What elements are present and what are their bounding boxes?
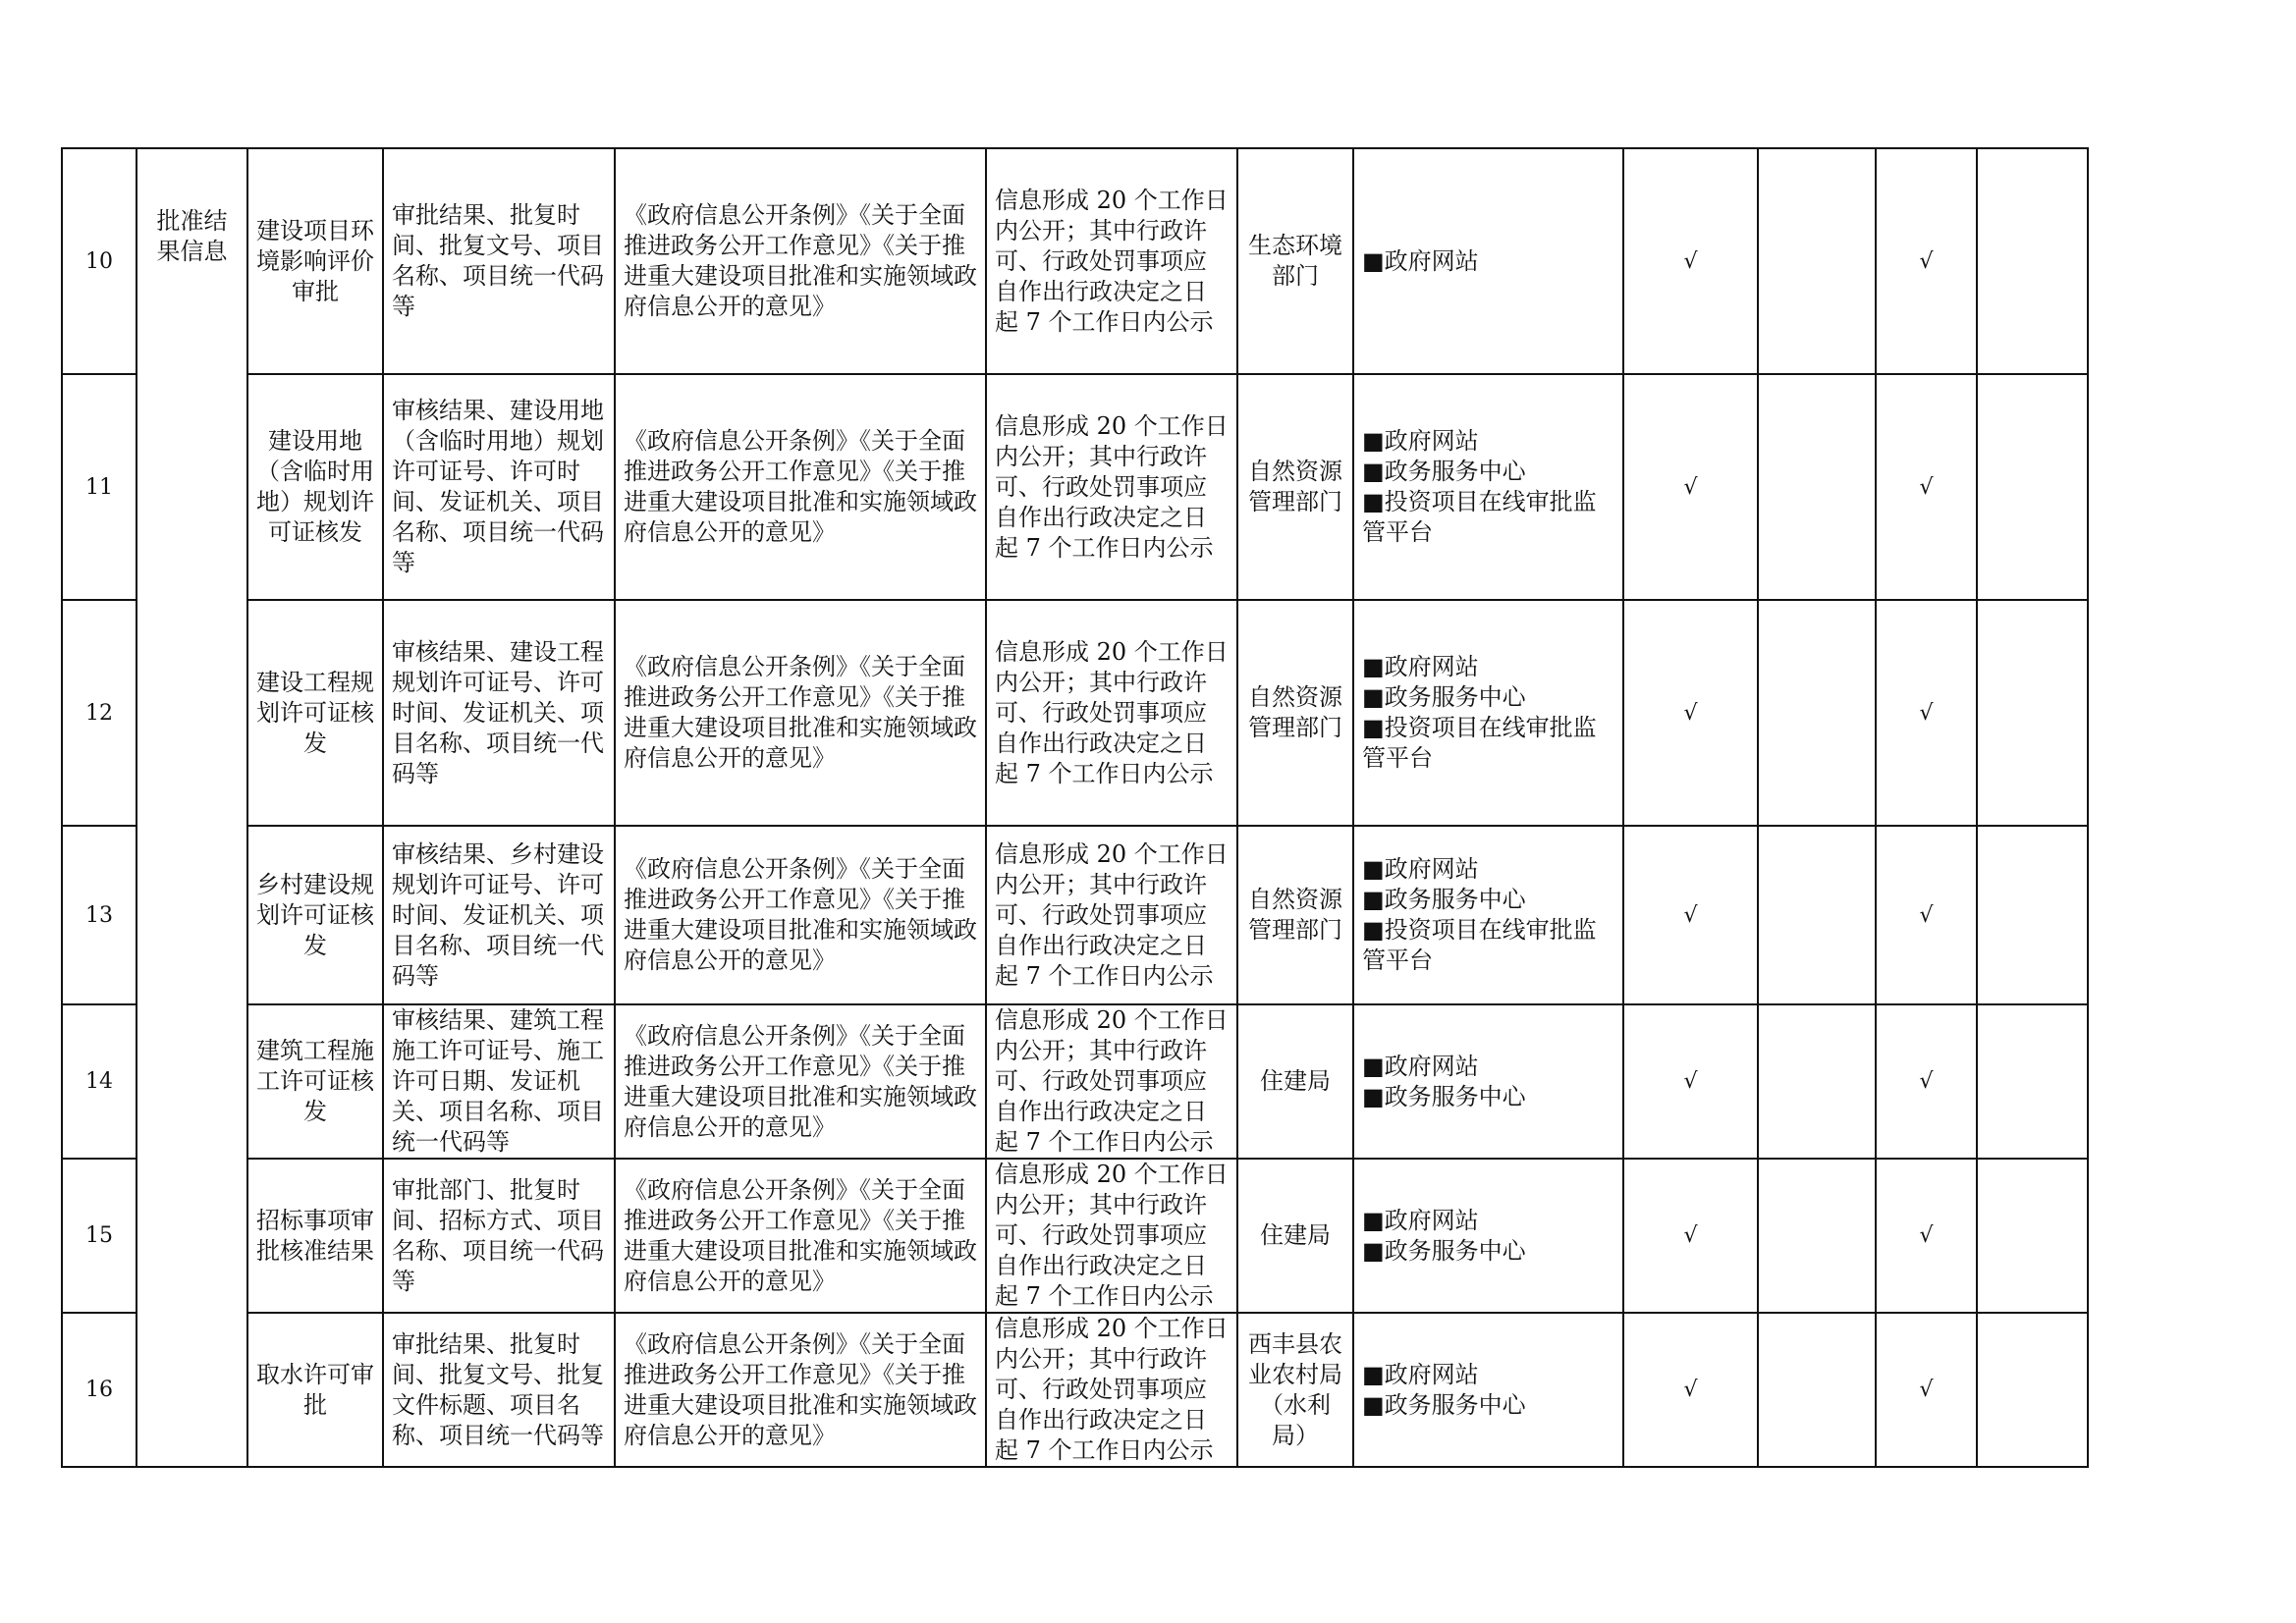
department-cell: 自然资源管理部门 <box>1237 600 1353 826</box>
time-limit-cell: 信息形成 20 个工作日内公开；其中行政许可、行政处罚事项应自作出行政决定之日起 7 个工作日内公示 <box>986 148 1237 374</box>
row-number: 14 <box>62 1004 137 1159</box>
empty-cell <box>1977 1159 2088 1313</box>
department-cell: 自然资源管理部门 <box>1237 826 1353 1004</box>
row-number: 12 <box>62 600 137 826</box>
channel-cell <box>1353 1004 1623 1159</box>
basis-cell: 《政府信息公开条例》《关于全面推进政务公开工作意见》《关于推进重大建设项目批准和实施领域政府信息公开的意见》 <box>615 374 986 600</box>
department-cell: 自然资源管理部门 <box>1237 374 1353 600</box>
check-mark-1: √ <box>1623 148 1758 374</box>
table-row <box>62 148 2088 374</box>
check-mark-1: √ <box>1623 1004 1758 1159</box>
basis-cell: 《政府信息公开条例》《关于全面推进政务公开工作意见》《关于推进重大建设项目批准和实施领域政府信息公开的意见》 <box>615 1004 986 1159</box>
check-mark-2: √ <box>1876 148 1977 374</box>
table-row <box>62 1004 2088 1159</box>
basis-cell: 《政府信息公开条例》《关于全面推进政务公开工作意见》《关于推进重大建设项目批准和实施领域政府信息公开的意见》 <box>615 600 986 826</box>
channel-cell <box>1353 1159 1623 1313</box>
channel-cell <box>1353 148 1623 374</box>
channel-list: ■政府网站 ■政务服务中心 <box>1362 1206 1526 1265</box>
channel-list: ■政府网站 ■政务服务中心 ■投资项目在线审批监管平台 <box>1362 855 1597 974</box>
table-body <box>62 148 2088 1467</box>
check-mark-1: √ <box>1623 600 1758 826</box>
check-mark-2: √ <box>1876 826 1977 1004</box>
basis-cell: 《政府信息公开条例》《关于全面推进政务公开工作意见》《关于推进重大建设项目批准和实施领域政府信息公开的意见》 <box>615 1313 986 1467</box>
time-limit-cell: 信息形成 20 个工作日内公开；其中行政许可、行政处罚事项应自作出行政决定之日起 7 个工作日内公示 <box>986 1004 1237 1159</box>
check-mark-1: √ <box>1623 1313 1758 1467</box>
channel-cell <box>1353 374 1623 600</box>
time-limit-cell: 信息形成 20 个工作日内公开；其中行政许可、行政处罚事项应自作出行政决定之日起 7 个工作日内公示 <box>986 826 1237 1004</box>
content-cell: 审批结果、批复时间、批复文号、批复文件标题、项目名称、项目统一代码等 <box>383 1313 615 1467</box>
table-row <box>62 826 2088 1004</box>
item-name-cell: 取水许可审批 <box>247 1313 383 1467</box>
item-name-cell: 建设用地（含临时用地）规划许可证核发 <box>247 374 383 600</box>
empty-cell <box>1758 1313 1876 1467</box>
row-number: 16 <box>62 1313 137 1467</box>
channel-list: ■政府网站 ■政务服务中心 <box>1362 1360 1526 1419</box>
empty-cell <box>1977 600 2088 826</box>
department-cell: 西丰县农业农村局（水利局） <box>1237 1313 1353 1467</box>
basis-cell: 《政府信息公开条例》《关于全面推进政务公开工作意见》《关于推进重大建设项目批准和实施领域政府信息公开的意见》 <box>615 1159 986 1313</box>
row-number: 13 <box>62 826 137 1004</box>
item-name-cell: 乡村建设规划许可证核发 <box>247 826 383 1004</box>
category-label: 批准结果信息 <box>156 207 228 265</box>
empty-cell <box>1977 826 2088 1004</box>
check-mark-1: √ <box>1623 1159 1758 1313</box>
empty-cell <box>1758 1004 1876 1159</box>
check-mark-2: √ <box>1876 600 1977 826</box>
row-number: 10 <box>62 148 137 374</box>
check-mark-1: √ <box>1623 374 1758 600</box>
item-name-cell: 建设项目环境影响评价审批 <box>247 148 383 374</box>
item-name-cell: 建筑工程施工许可证核发 <box>247 1004 383 1159</box>
basis-cell: 《政府信息公开条例》《关于全面推进政务公开工作意见》《关于推进重大建设项目批准和实施领域政府信息公开的意见》 <box>615 826 986 1004</box>
item-name-cell: 招标事项审批核准结果 <box>247 1159 383 1313</box>
content-cell: 审批部门、批复时间、招标方式、项目名称、项目统一代码等 <box>383 1159 615 1313</box>
time-limit-cell: 信息形成 20 个工作日内公开；其中行政许可、行政处罚事项应自作出行政决定之日起 7 个工作日内公示 <box>986 1313 1237 1467</box>
empty-cell <box>1758 374 1876 600</box>
table-row <box>62 1159 2088 1313</box>
content-cell: 审核结果、建设用地（含临时用地）规划许可证号、许可时间、发证机关、项目名称、项目统一代码等 <box>383 374 615 600</box>
empty-cell <box>1977 374 2088 600</box>
table-row <box>62 374 2088 600</box>
row-number: 11 <box>62 374 137 600</box>
row-number: 15 <box>62 1159 137 1313</box>
empty-cell <box>1758 600 1876 826</box>
basis-cell: 《政府信息公开条例》《关于全面推进政务公开工作意见》《关于推进重大建设项目批准和实施领域政府信息公开的意见》 <box>615 148 986 374</box>
disclosure-table-sheet <box>61 147 2089 1468</box>
check-mark-2: √ <box>1876 1004 1977 1159</box>
empty-cell <box>1758 1159 1876 1313</box>
check-mark-2: √ <box>1876 374 1977 600</box>
time-limit-cell: 信息形成 20 个工作日内公开；其中行政许可、行政处罚事项应自作出行政决定之日起 7 个工作日内公示 <box>986 1159 1237 1313</box>
content-cell: 审核结果、建设工程规划许可证号、许可时间、发证机关、项目名称、项目统一代码等 <box>383 600 615 826</box>
channel-list: ■政府网站 ■政务服务中心 ■投资项目在线审批监管平台 <box>1362 427 1597 546</box>
empty-cell <box>1758 148 1876 374</box>
department-cell: 住建局 <box>1237 1004 1353 1159</box>
channel-list: ■政府网站 <box>1362 246 1479 275</box>
channel-cell <box>1353 600 1623 826</box>
department-cell: 生态环境部门 <box>1237 148 1353 374</box>
channel-cell <box>1353 826 1623 1004</box>
table-row <box>62 600 2088 826</box>
content-cell: 审批结果、批复时间、批复文号、项目名称、项目统一代码等 <box>383 148 615 374</box>
check-mark-1: √ <box>1623 826 1758 1004</box>
empty-cell <box>1977 1004 2088 1159</box>
time-limit-cell: 信息形成 20 个工作日内公开；其中行政许可、行政处罚事项应自作出行政决定之日起 7 个工作日内公示 <box>986 374 1237 600</box>
category-cell <box>137 148 247 1467</box>
check-mark-2: √ <box>1876 1159 1977 1313</box>
channel-cell <box>1353 1313 1623 1467</box>
empty-cell <box>1977 1313 2088 1467</box>
channel-list: ■政府网站 ■政务服务中心 <box>1362 1052 1526 1110</box>
content-cell: 审核结果、建筑工程施工许可证号、施工许可日期、发证机关、项目名称、项目统一代码等 <box>383 1004 615 1159</box>
department-cell: 住建局 <box>1237 1159 1353 1313</box>
item-name-cell: 建设工程规划许可证核发 <box>247 600 383 826</box>
channel-list: ■政府网站 ■政务服务中心 ■投资项目在线审批监管平台 <box>1362 653 1597 772</box>
table-row <box>62 1313 2088 1467</box>
empty-cell <box>1977 148 2088 374</box>
content-cell: 审核结果、乡村建设规划许可证号、许可时间、发证机关、项目名称、项目统一代码等 <box>383 826 615 1004</box>
check-mark-2: √ <box>1876 1313 1977 1467</box>
time-limit-cell: 信息形成 20 个工作日内公开；其中行政许可、行政处罚事项应自作出行政决定之日起 7 个工作日内公示 <box>986 600 1237 826</box>
disclosure-table <box>61 147 2089 1468</box>
empty-cell <box>1758 826 1876 1004</box>
